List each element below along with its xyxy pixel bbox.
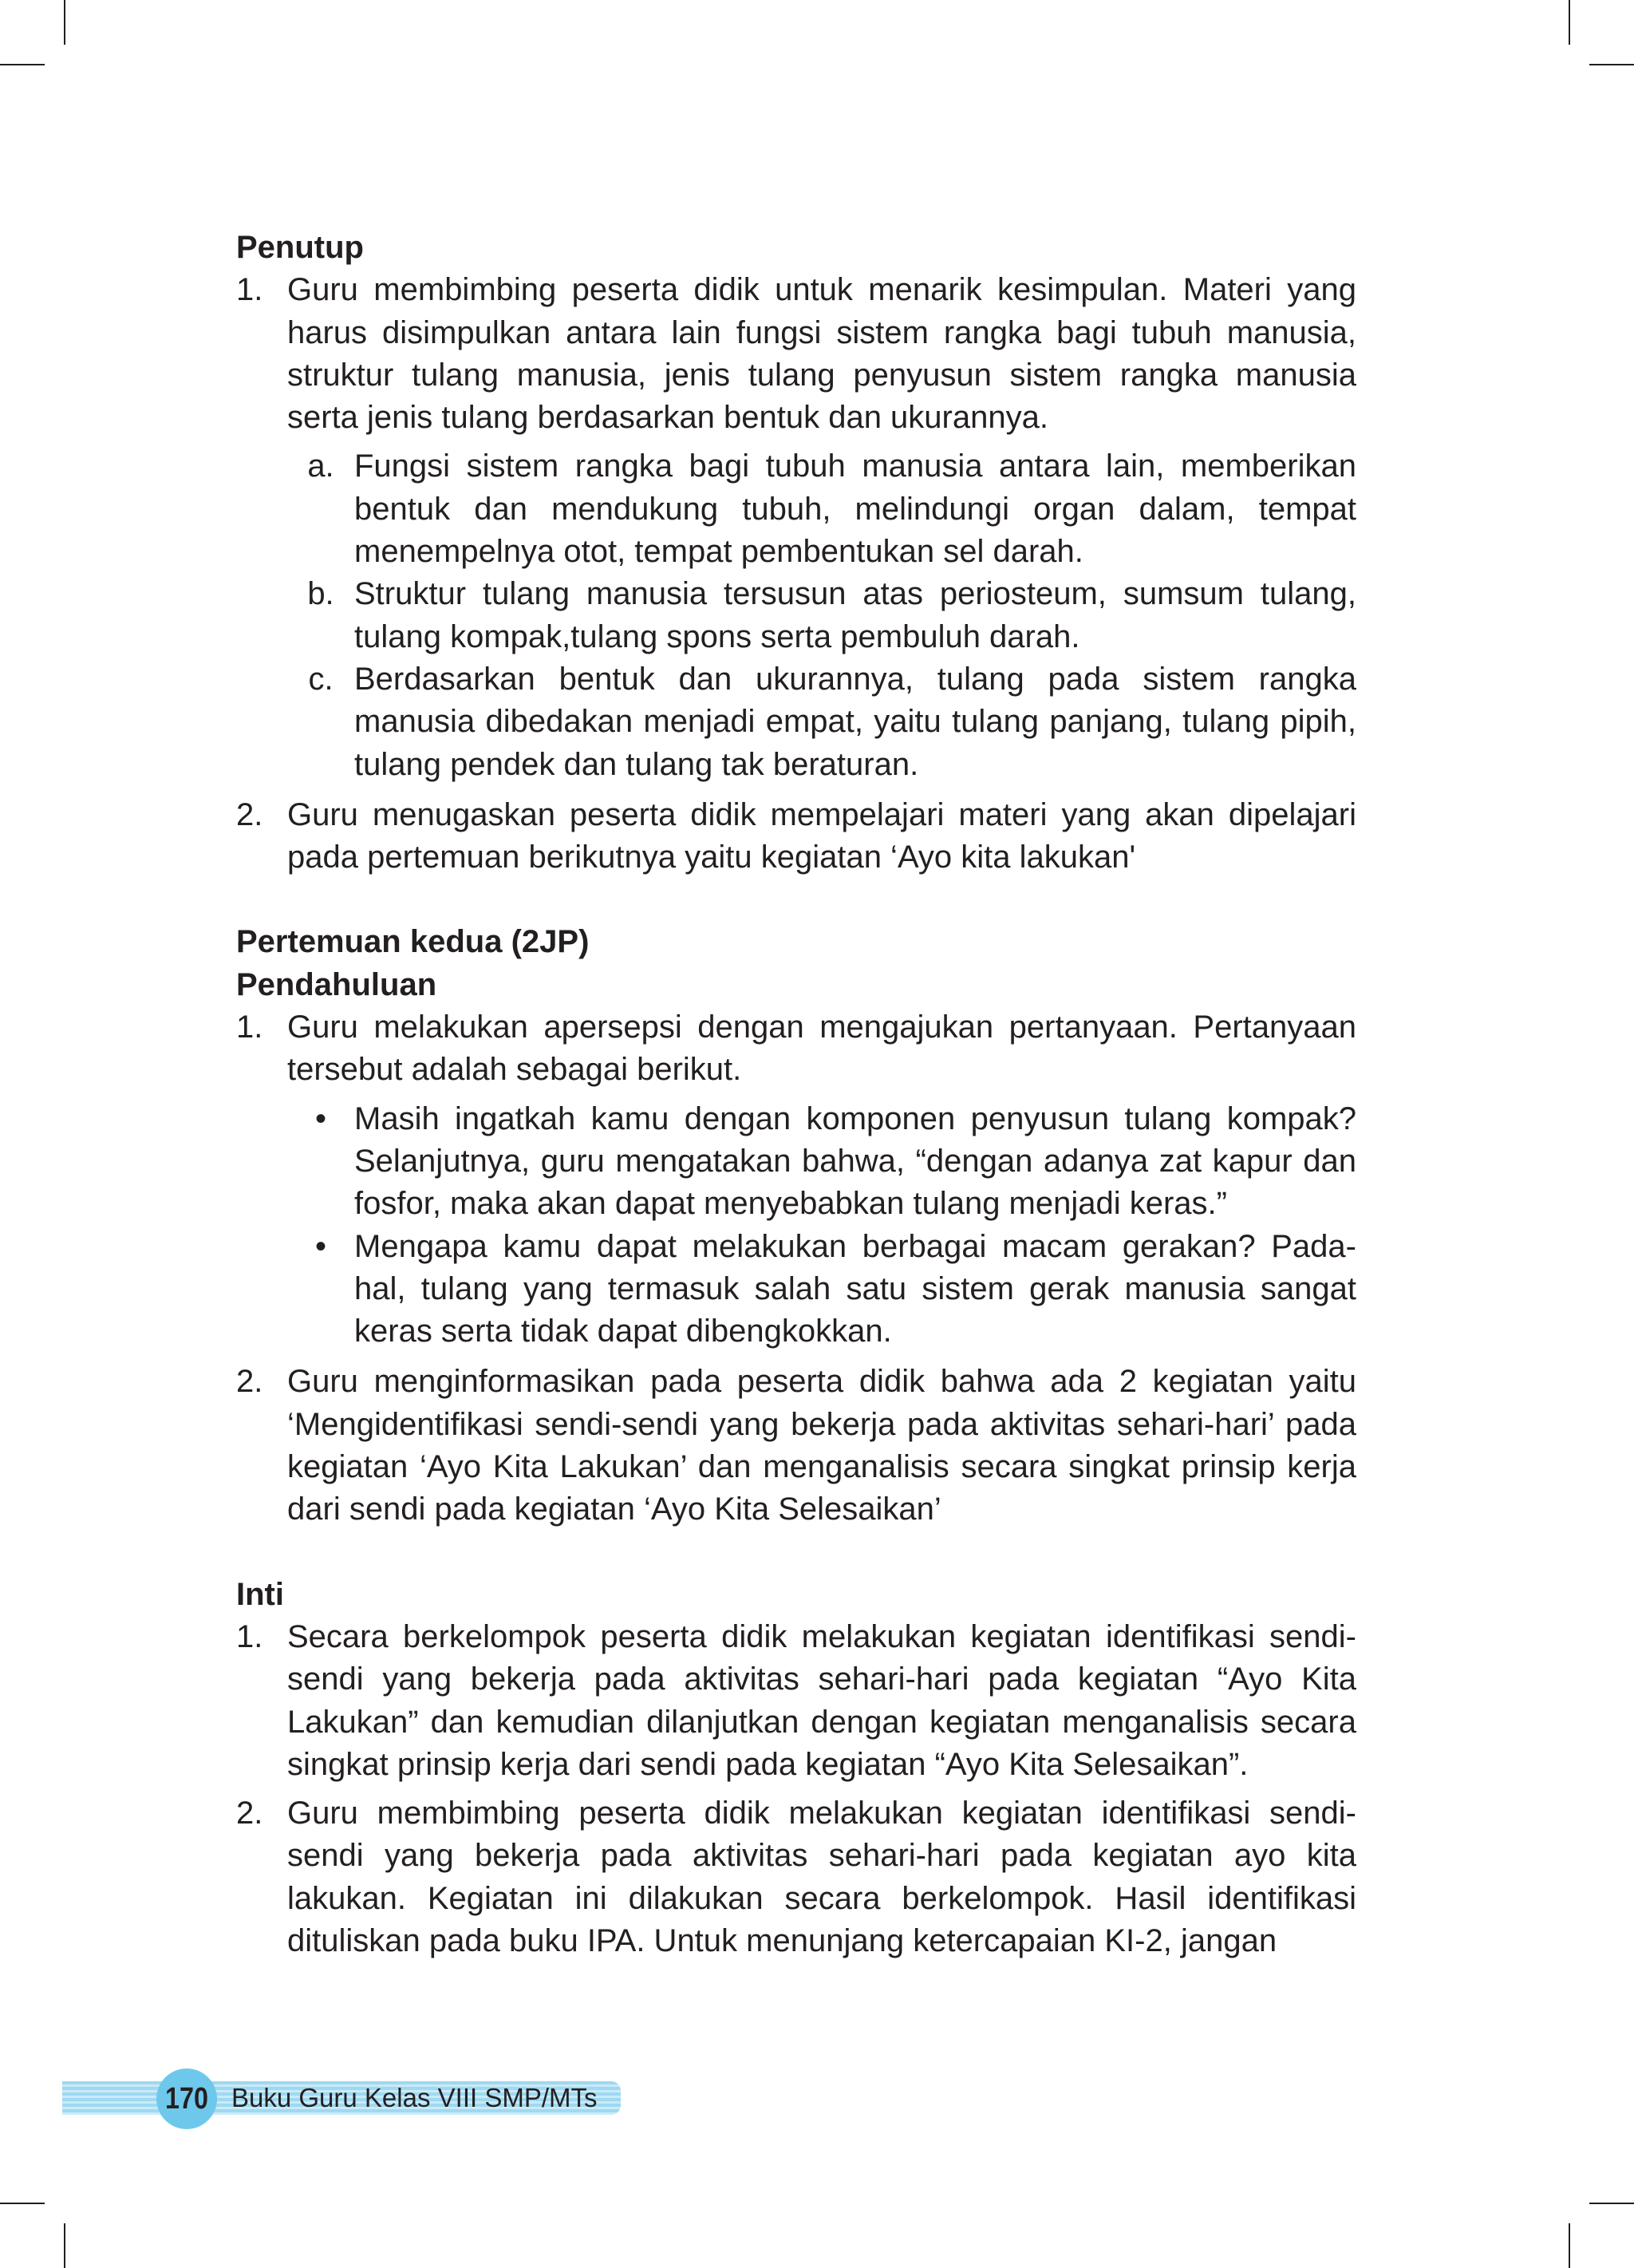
- item-text: Guru membimbing peserta didik melakukan kegiatan identifikasi sendi- sendi yang bekerja pada aktivitas sehari-hari pada kegiatan ayo kita lakukan. Kegiatan ini dilakukan secara berkelompok. Hasil identifikasi dituliskan pada buku IPA. Untuk menunjang ketercapaian KI-2, jangan: [287, 1796, 1356, 1958]
- bullet-icon: •: [314, 1100, 326, 1136]
- sub-item-text: Berdasarkan bentuk dan ukurannya, tulang pada sistem rangka manusia dibedakan menjadi empat, yaitu tulang panjang, tulang pipih, tulang pendek dan tulang tak beraturan.: [354, 661, 1356, 782]
- inti-list: [236, 1616, 1356, 1962]
- item-number: 1.: [236, 272, 263, 308]
- list-item: [236, 1616, 1356, 1786]
- section-heading-penutup: Penutup: [236, 230, 364, 265]
- page-content: [236, 227, 1356, 1962]
- section-heading-pertemuan: Pertemuan kedua (2JP): [236, 924, 590, 960]
- sub-item-letter: a.: [307, 448, 334, 484]
- crop-mark: [0, 2203, 45, 2204]
- list-item: [236, 794, 1356, 879]
- item-text: Guru menugaskan peserta didik mempelajari materi yang akan dipelajari pada pertemuan berikutnya yaitu kegiatan ‘Ayo kita lakukan': [287, 796, 1356, 875]
- item-number: 2.: [236, 1364, 263, 1400]
- item-number: 1.: [236, 1618, 263, 1654]
- crop-mark: [1589, 64, 1634, 65]
- book-title: Buku Guru Kelas VIII SMP/MTs: [231, 2083, 598, 2112]
- crop-mark: [1569, 0, 1570, 45]
- list-item: [236, 269, 1356, 786]
- crop-mark: [1589, 2203, 1634, 2204]
- section-heading-inti: Inti: [236, 1576, 284, 1612]
- sub-item: [287, 445, 1356, 573]
- section-heading-pendahuluan: Pendahuluan: [236, 966, 437, 1002]
- sub-item-text: Mengapa kamu dapat melakukan berbagai macam gerakan? Pada- hal, tulang yang termasuk salah satu sistem gerak manusia sangat keras serta tidak dapat dibengkokkan.: [354, 1228, 1356, 1349]
- sub-item-text: Fungsi sistem rangka bagi tubuh manusia antara lain, memberikan bentuk dan mendukung tubuh, melindungi organ dalam, tempat menempelnya otot, tempat pembentukan sel darah.: [354, 448, 1356, 570]
- sub-item-letter: c.: [308, 661, 334, 697]
- pendahuluan-list: [236, 1006, 1356, 1531]
- page-footer: [62, 2068, 621, 2128]
- crop-mark: [1569, 2223, 1570, 2268]
- sub-item: [287, 1098, 1356, 1226]
- crop-mark: [64, 2223, 65, 2268]
- crop-mark: [0, 64, 45, 65]
- item-text: Guru menginformasikan pada peserta didik bahwa ada 2 kegiatan yaitu ‘Mengidentifikasi sendi-sendi yang bekerja pada aktivitas sehari-hari’ pada kegiatan ‘Ayo Kita Lakukan’ dan menganalisis secara singkat prinsip kerja dari sendi pada kegiatan ‘Ayo Kita Selesaikan’: [287, 1364, 1356, 1527]
- list-item: [236, 1006, 1356, 1353]
- item-text: Guru membimbing peserta didik untuk menarik kesimpulan. Materi yang harus disimpulkan antara lain fungsi sistem rangka bagi tubuh manusia, struktur tulang manusia, jenis tulang penyusun sistem rangka manusia serta jenis tulang berdasarkan bentuk dan ukurannya.: [287, 272, 1356, 436]
- sub-item-text: Masih ingatkah kamu dengan komponen penyusun tulang kompak? Selanjutnya, guru mengatakan bahwa, “dengan adanya zat kapur dan fosfor, maka akan dapat menyebabkan tulang menjadi keras.”: [354, 1100, 1356, 1222]
- sub-list: [287, 1098, 1356, 1353]
- sub-item: [287, 573, 1356, 658]
- item-number: 2.: [236, 1796, 263, 1831]
- crop-mark: [64, 0, 65, 45]
- item-text: Secara berkelompok peserta didik melakukan kegiatan identifikasi sendi- sendi yang bekerja pada aktivitas sehari-hari pada kegiatan “Ayo Kita Lakukan” dan kemudian dilanjutkan dengan kegiatan menganalisis secara singkat prinsip kerja dari sendi pada kegiatan “Ayo Kita Selesaikan”.: [287, 1618, 1356, 1782]
- sub-item: [287, 658, 1356, 786]
- sub-item: [287, 1226, 1356, 1353]
- bullet-icon: •: [314, 1228, 326, 1264]
- sub-list: [287, 445, 1356, 785]
- item-text: Guru melakukan apersepsi dengan mengajukan pertanyaan. Pertanyaan tersebut adalah sebagai berikut.: [287, 1010, 1356, 1088]
- page-number: 170: [165, 2082, 208, 2116]
- penutup-list: [236, 269, 1356, 879]
- list-item: [236, 1792, 1356, 1962]
- item-number: 1.: [236, 1010, 263, 1045]
- sub-item-letter: b.: [307, 576, 334, 612]
- item-number: 2.: [236, 796, 263, 832]
- sub-item-text: Struktur tulang manusia tersusun atas periosteum, sumsum tulang, tulang kompak,tulang spons serta pembuluh darah.: [354, 576, 1356, 654]
- list-item: [236, 1361, 1356, 1531]
